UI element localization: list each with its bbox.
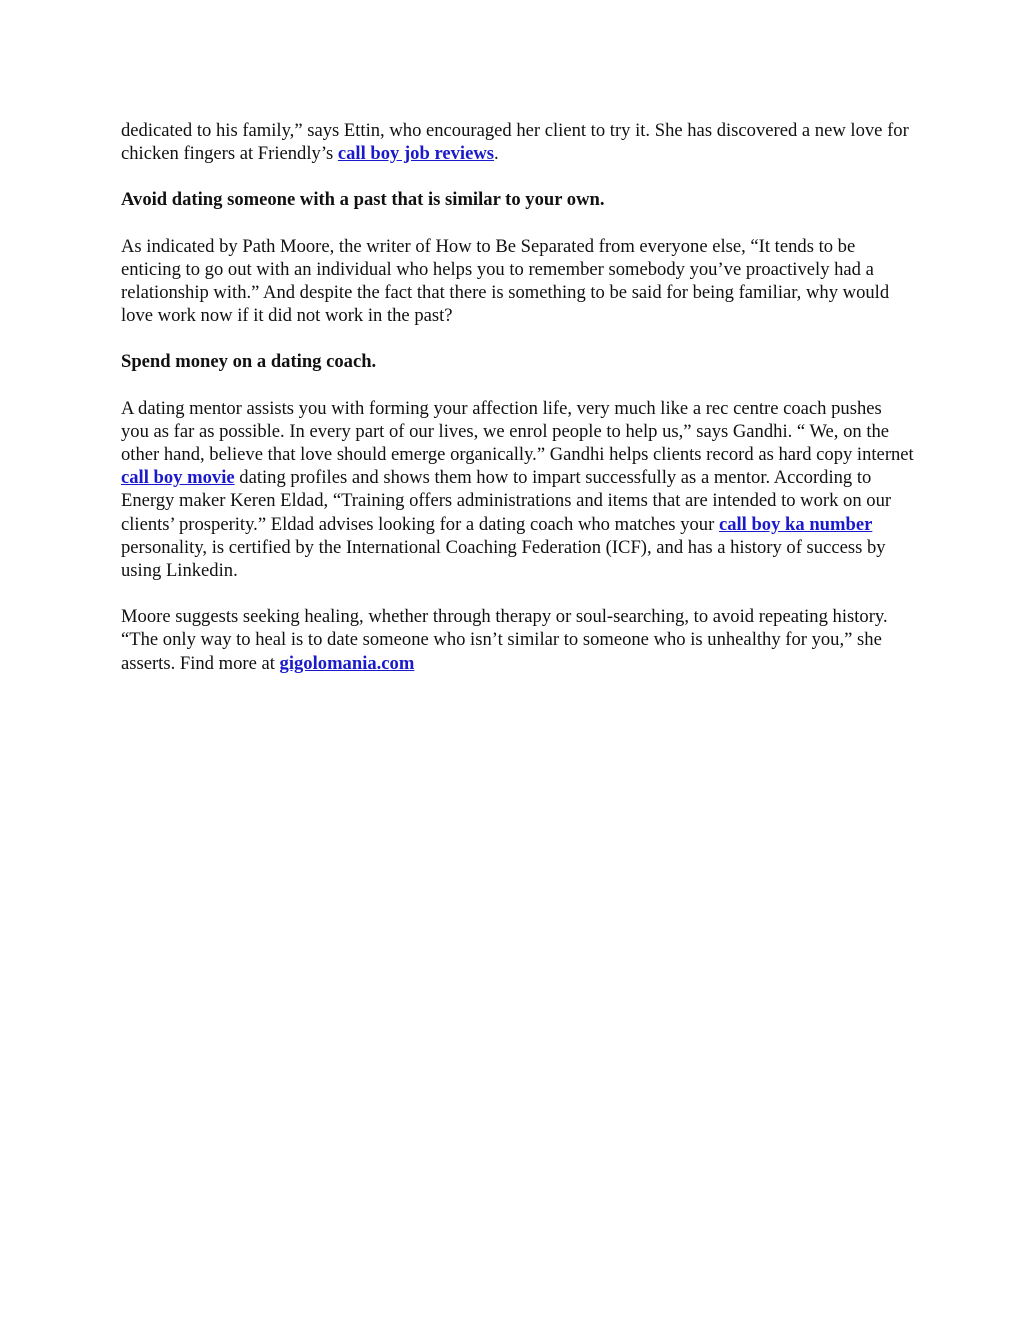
paragraph-family bbox=[121, 119, 914, 165]
paragraph-text: dating profiles and shows them how to impart successfully as a mentor. According to Energy maker Keren Eldad, “Training offers administrations and items that are intended to work on our clients’ prosperity.” Eldad advises looking for a dating coach who matches your bbox=[121, 467, 892, 535]
paragraph-text: personality, is certified by the International Coaching Federation (ICF), and has a history of success by using Linkedin. bbox=[121, 536, 886, 582]
heading-avoid-dating: Avoid dating someone with a past that is similar to your own. bbox=[121, 189, 605, 211]
heading-dating-coach: Spend money on a dating coach. bbox=[121, 351, 377, 373]
paragraph-text: A dating mentor assists you with forming your affection life, very much like a rec centre coach pushes you as far as possible. In every part of our lives, we enrol people to help us,” says Gandhi. “ We, on the other hand, believe that love should emerge organically.” Gandhi helps clients record as hard copy internet bbox=[121, 397, 914, 466]
paragraph-text: Moore suggests seeking healing, whether through therapy or soul-searching, to avoid repeating history. “The only way to heal is to date someone who isn’t similar to someone who is unhealthy for you,” she asserts. Find more at bbox=[121, 606, 888, 674]
link-call-boy-ka-number[interactable]: call boy ka number bbox=[718, 513, 873, 535]
paragraph-path-moore: As indicated by Path Moore, the writer of How to Be Separated from everyone else, “It tends to be enticing to go out with an individual who helps you to remember somebody you’ve proactively had a relationship with.” And despite the fact that there is something to be said for being familiar, why would love work now if it did not work in the past? bbox=[121, 235, 890, 327]
link-gigolomania[interactable]: gigolomania.com bbox=[279, 652, 415, 674]
link-call-boy-movie[interactable]: call boy movie bbox=[121, 467, 235, 489]
paragraph-dating-mentor bbox=[121, 397, 914, 583]
paragraph-text: dedicated to his family,” says Ettin, who encouraged her client to try it. She has discovered a new love for chicken fingers at Friendly’s bbox=[121, 120, 909, 165]
paragraph-moore-healing bbox=[121, 605, 914, 675]
link-call-boy-job-reviews[interactable]: call boy job reviews bbox=[337, 143, 495, 165]
paragraph-text: . bbox=[494, 143, 499, 165]
